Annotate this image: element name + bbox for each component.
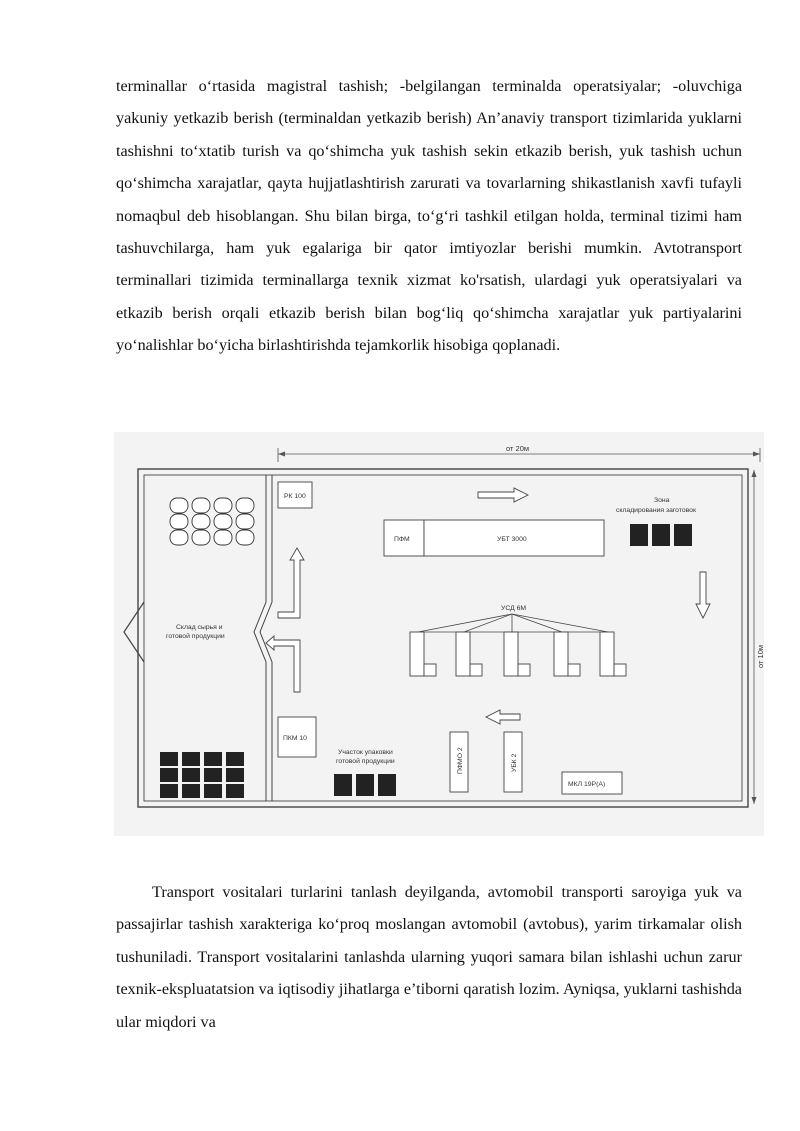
- zone-label-line2: складирования заготовок: [616, 507, 696, 514]
- packing-label-line1: Участок упаковки: [338, 749, 393, 756]
- usd-machines: [410, 632, 626, 676]
- ubt-label: УБТ 3000: [497, 536, 527, 543]
- zone-label-line1: Зона: [654, 497, 670, 504]
- flow-arrow-right: [478, 488, 528, 502]
- flow-arrow-down: [696, 572, 710, 618]
- paragraph-top: terminallar o‘rtasida magistral tashish; -belgilangan terminalda operatsiyalar; -oluvchiga yakuniy yetkazib berish (terminaldan yetkazib berish) An’anaviy transport tizimlarida yuklarni tashishni to‘xtatib turish va qo‘shimcha yuk tashish sekin etkazib berish, yuk tashish uchun qo‘shimcha xarajatlar, qayta hujjatlashtirish zarurati va tovarlarning shikastlanish xavfi tufayli nomaqbul deb hisoblangan. Shu bilan birga, to‘g‘ri tashkil etilgan holda, terminal tizimi ham tashuvchilarga, ham yuk egalariga bir qator imtiyozlar berishi mumkin. Avtotransport terminallari tizimida terminallarga texnik xizmat ko'rsatish, ulardagi yuk operatsiyalari va etkazib berish orqali etkazib berish bilan bog‘liq qo‘shimcha xarajatlar yuk partiyalarini yo‘nalishlar bo‘yicha birlashtirishda tejamkorlik hisobiga qoplanadi.: [116, 77, 742, 355]
- height-dimension: [752, 470, 766, 804]
- pkm-label: ПКМ 10: [283, 735, 307, 742]
- flow-arrow-left-turn: [266, 636, 300, 692]
- usd-label: УСД 6М: [501, 605, 527, 612]
- blank-storage-stack: [630, 524, 692, 546]
- rk-label: РК 100: [284, 493, 306, 500]
- width-dimension-label: от 20м: [506, 444, 530, 453]
- paragraph-bottom: Transport vositalari turlarini tanlash deyilganda, avtomobil transporti saroyiga yuk va passajirlar tashish xarakteriga ko‘proq moslangan avtomobil (avtobus), yarim tirkamalar olish tushuniladi. Transport vositalarini tanlashda ularning yuqori samara bilan ishlashi uchun zarur texnik-ekspluatatsion va iqtisodiy jihatlarga e’tiborni qaratish lozim. Ayniqsa, yuklarni tashishda ular miqdori va: [116, 883, 742, 1031]
- raw-material-rolls: [170, 498, 254, 545]
- height-dimension-label: от 10м: [756, 644, 765, 668]
- warehouse-label-line1: Склад сырья и: [176, 624, 223, 631]
- mkl-label: МКЛ 19Р(А): [568, 781, 606, 788]
- flow-arrow-left: [486, 710, 520, 724]
- pfm-label: ПФМ: [394, 536, 410, 543]
- usd-distribution-lines: [418, 614, 608, 632]
- pfmo-label: ПФМО 2: [457, 747, 464, 774]
- packing-label-line2: готовой продукции: [336, 758, 395, 765]
- finished-product-stacks: [160, 752, 244, 798]
- packed-product-stack: [334, 774, 396, 796]
- ubk-label: УБК 2: [511, 753, 518, 772]
- warehouse-label-line2: готовой продукции: [166, 633, 225, 640]
- flow-arrow-up-turn: [278, 548, 304, 618]
- width-dimension: [278, 444, 760, 462]
- terminal-layout-diagram: [114, 432, 764, 836]
